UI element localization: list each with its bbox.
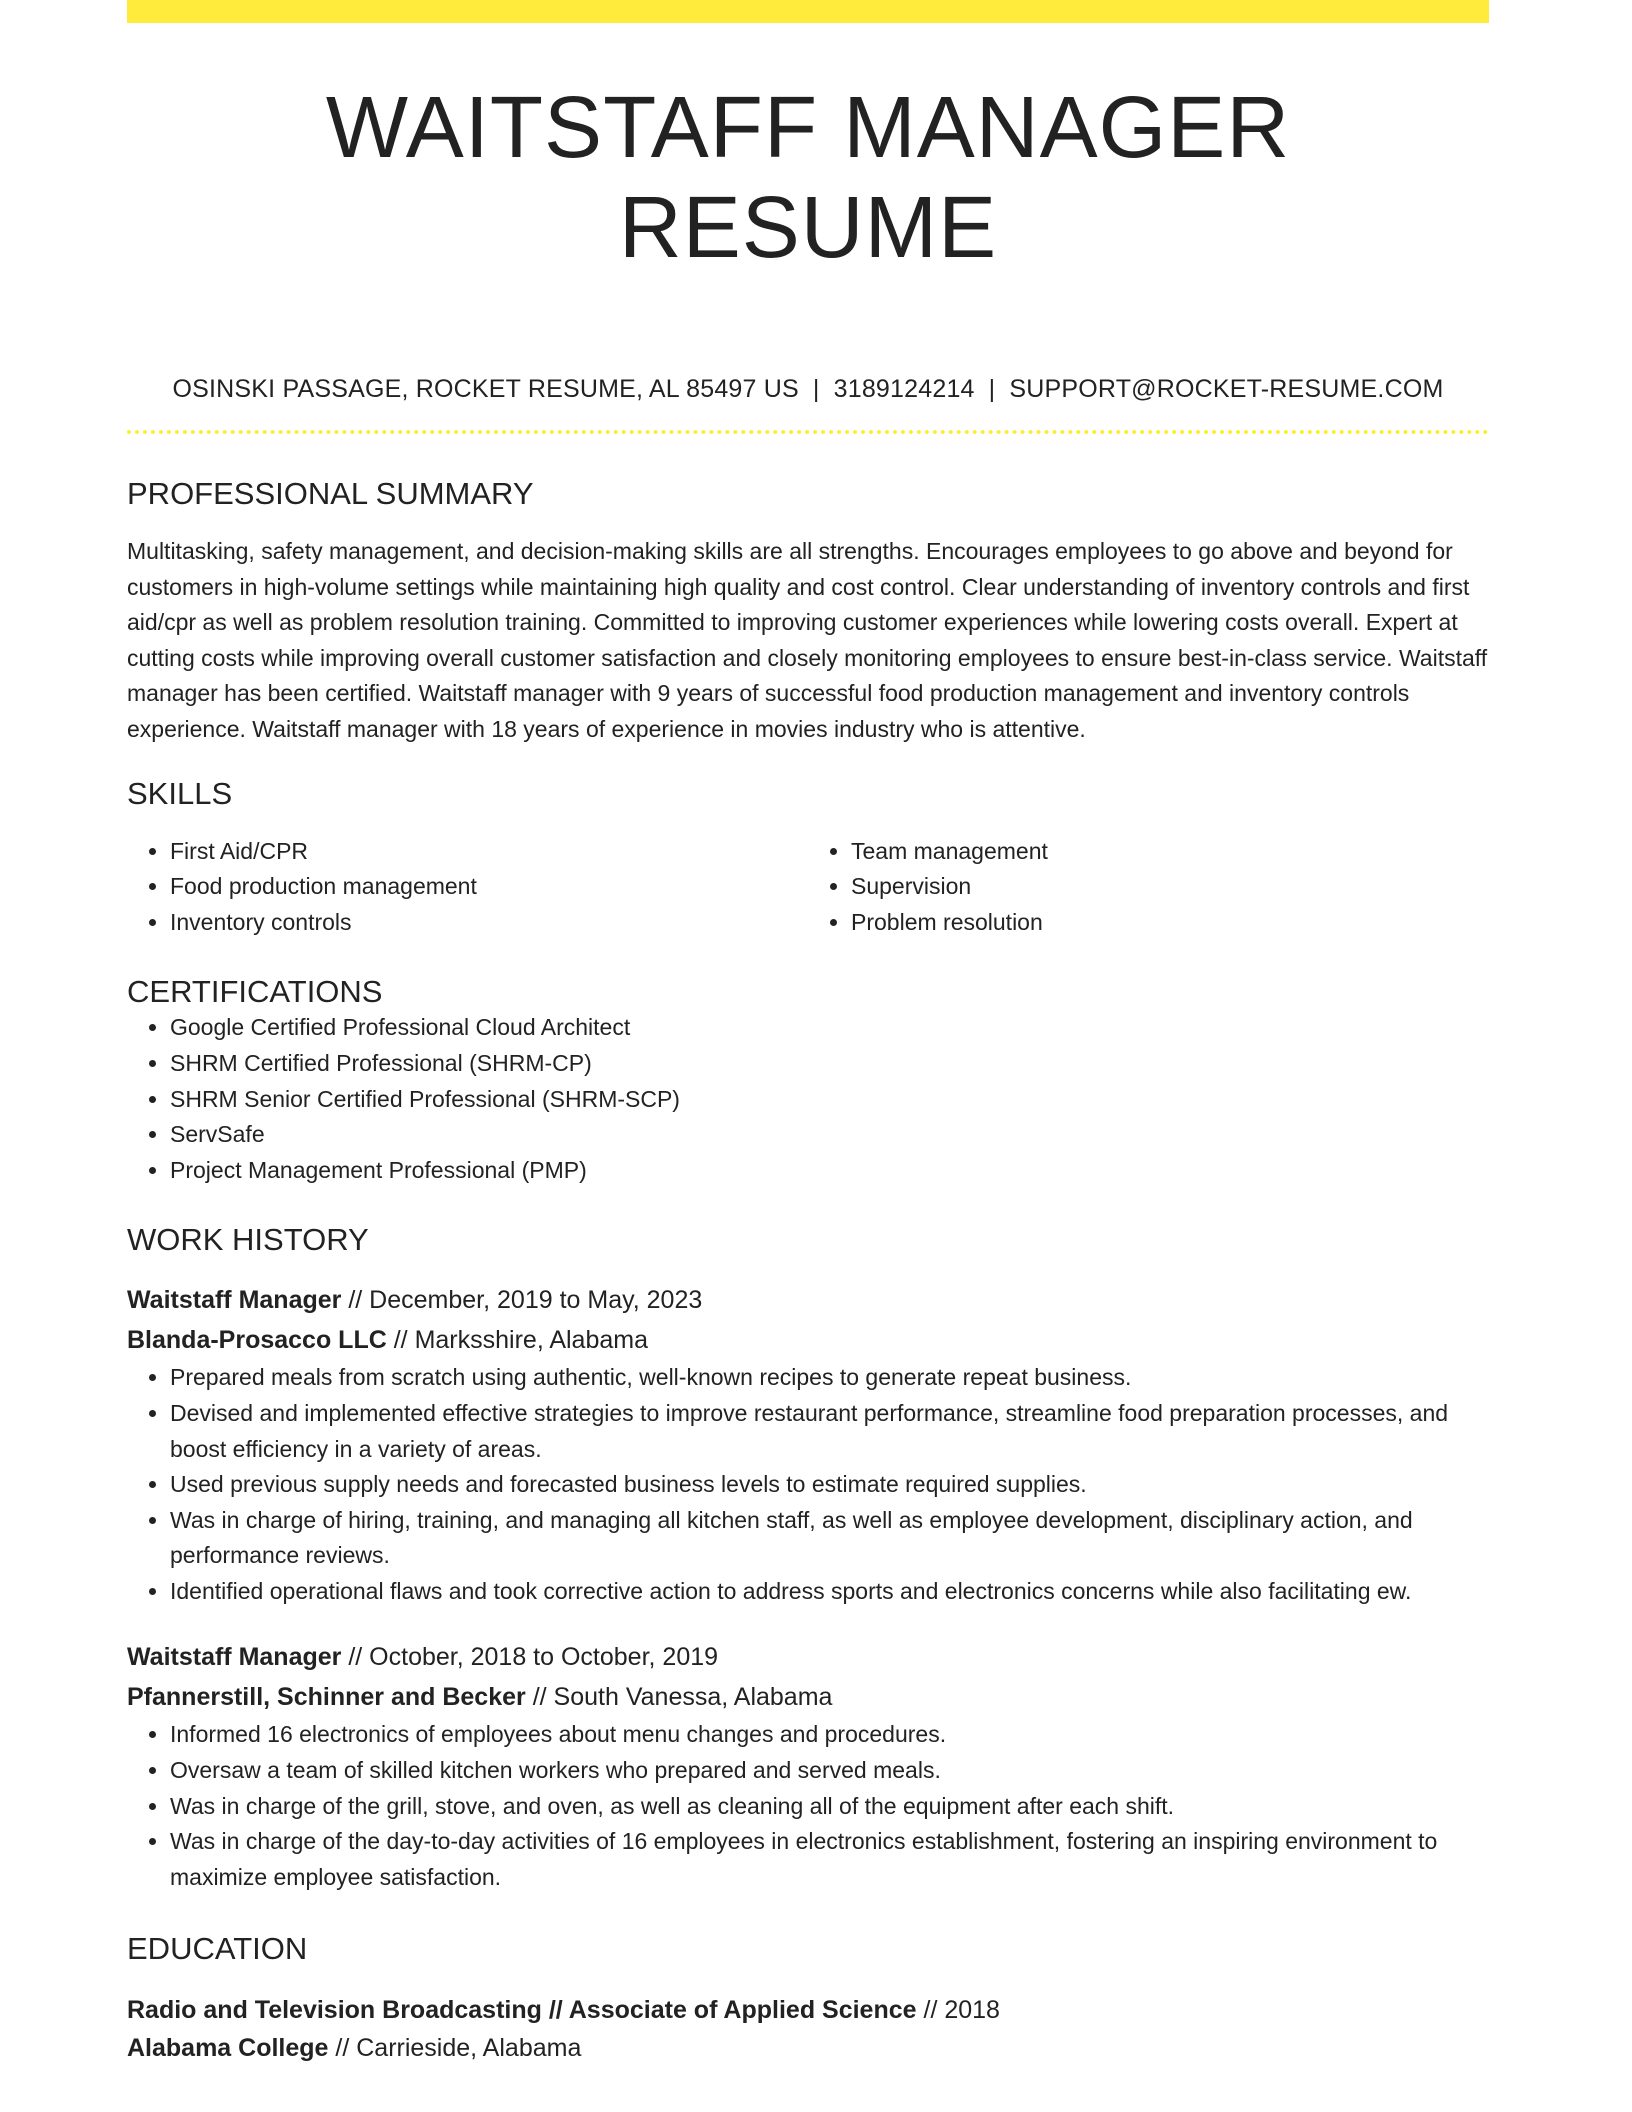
education-school: Alabama College xyxy=(127,2034,329,2063)
job-entry xyxy=(127,1637,1489,1895)
contact-line xyxy=(127,374,1489,404)
job-location: // Marksshire, Alabama xyxy=(393,1326,648,1355)
skills-grid xyxy=(127,834,1489,941)
certification-item: • SHRM Certified Professional (SHRM-CP) xyxy=(170,1046,1489,1082)
education-section xyxy=(127,1931,1489,2067)
contact-separator: | xyxy=(988,375,996,403)
skill-item: • Supervision xyxy=(851,869,1489,905)
skills-section xyxy=(127,776,1489,941)
certifications-heading: CERTIFICATIONS xyxy=(127,974,383,1010)
job-duty: • Devised and implemented effective strategies to improve restaurant performance, streamline food preparation processes, and boost efficiency in a variety of areas. xyxy=(170,1396,1489,1467)
contact-address: OSINSKI PASSAGE, ROCKET RESUME, AL 85497 US xyxy=(172,375,799,403)
work-history-heading: WORK HISTORY xyxy=(127,1222,369,1258)
education-entry xyxy=(127,1991,1489,2067)
job-company-line xyxy=(127,1677,1489,1717)
skill-item: • Inventory controls xyxy=(170,905,808,941)
job-entry xyxy=(127,1280,1489,1609)
skill-item: • First Aid/CPR xyxy=(170,834,808,870)
job-duties-list xyxy=(127,1360,1489,1609)
job-duties-list xyxy=(127,1717,1489,1895)
job-title-line xyxy=(127,1637,1489,1677)
skills-list-right xyxy=(808,834,1489,941)
education-school-line xyxy=(127,2029,1489,2067)
job-location: // South Vanessa, Alabama xyxy=(532,1683,833,1712)
job-duty: • Identified operational flaws and took corrective action to address sports and electronics concerns while also facilitating ew. xyxy=(170,1574,1489,1610)
skill-item: • Food production management xyxy=(170,869,808,905)
job-duty: • Prepared meals from scratch using authentic, well-known recipes to generate repeat business. xyxy=(170,1360,1489,1396)
education-location: // Carrieside, Alabama xyxy=(335,2034,582,2063)
skills-list-left xyxy=(127,834,808,941)
summary-heading: PROFESSIONAL SUMMARY xyxy=(127,476,534,511)
job-title: Waitstaff Manager xyxy=(127,1286,342,1315)
education-heading: EDUCATION xyxy=(127,1931,308,1967)
contact-phone: 3189124214 xyxy=(833,375,975,403)
contact-separator: | xyxy=(812,375,820,403)
job-company: Pfannerstill, Schinner and Becker xyxy=(127,1683,526,1712)
certification-item: • SHRM Senior Certified Professional (SHRM-SCP) xyxy=(170,1082,1489,1118)
job-company: Blanda-Prosacco LLC xyxy=(127,1326,387,1355)
summary-text: Multitasking, safety management, and decision-making skills are all strengths. Encourages employees to go above and beyond for customers in high-volume settings while maintaining high quality and cost control. Clear understanding of inventory controls and first aid/cpr as well as problem resolution training. Committed to improving customer experiences while lowering costs overall. Expert at cutting costs while improving overall customer satisfaction and closely monitoring employees to ensure best-in-class service. Waitstaff manager has been certified. Waitstaff manager with 9 years of successful food production management and inventory controls experience. Waitstaff manager with 18 years of experience in movies industry who is attentive. xyxy=(127,538,1488,742)
resume-content xyxy=(127,0,1489,2067)
job-dates: // December, 2019 to May, 2023 xyxy=(348,1286,703,1315)
job-title-line xyxy=(127,1280,1489,1320)
certifications-list xyxy=(127,1010,1489,1188)
job-title: Waitstaff Manager xyxy=(127,1643,342,1672)
job-duty: • Used previous supply needs and forecasted business levels to estimate required supplies. xyxy=(170,1467,1489,1503)
resume-title: WAITSTAFF MANAGER RESUME xyxy=(325,79,1291,276)
education-degree-line xyxy=(127,1991,1489,2029)
education-degree: Radio and Television Broadcasting // Associate of Applied Science xyxy=(127,1996,917,2025)
certifications-section xyxy=(127,974,1489,1188)
job-duty: • Informed 16 electronics of employees about menu changes and procedures. xyxy=(170,1717,1489,1753)
education-year: // 2018 xyxy=(923,1996,1000,2025)
job-duty: • Was in charge of hiring, training, and managing all kitchen staff, as well as employee development, disciplinary action, and performance reviews. xyxy=(170,1503,1489,1574)
contact-email: SUPPORT@ROCKET-RESUME.COM xyxy=(1009,375,1444,403)
certification-item: • Google Certified Professional Cloud Architect xyxy=(170,1010,1489,1046)
skill-item: • Team management xyxy=(851,834,1489,870)
summary-section xyxy=(127,476,1489,748)
skill-item: • Problem resolution xyxy=(851,905,1489,941)
job-duty: • Oversaw a team of skilled kitchen workers who prepared and served meals. xyxy=(170,1753,1489,1789)
header-divider xyxy=(127,430,1489,434)
skills-heading: SKILLS xyxy=(127,775,233,811)
certification-item: • Project Management Professional (PMP) xyxy=(170,1153,1489,1189)
job-dates: // October, 2018 to October, 2019 xyxy=(348,1643,719,1672)
certification-item: • ServSafe xyxy=(170,1117,1489,1153)
job-duty: • Was in charge of the day-to-day activities of 16 employees in electronics establishment, fostering an inspiring environment to maximize employee satisfaction. xyxy=(170,1824,1489,1895)
job-company-line xyxy=(127,1320,1489,1360)
job-duty: • Was in charge of the grill, stove, and oven, as well as cleaning all of the equipment after each shift. xyxy=(170,1789,1489,1825)
work-history-section xyxy=(127,1222,1489,1895)
